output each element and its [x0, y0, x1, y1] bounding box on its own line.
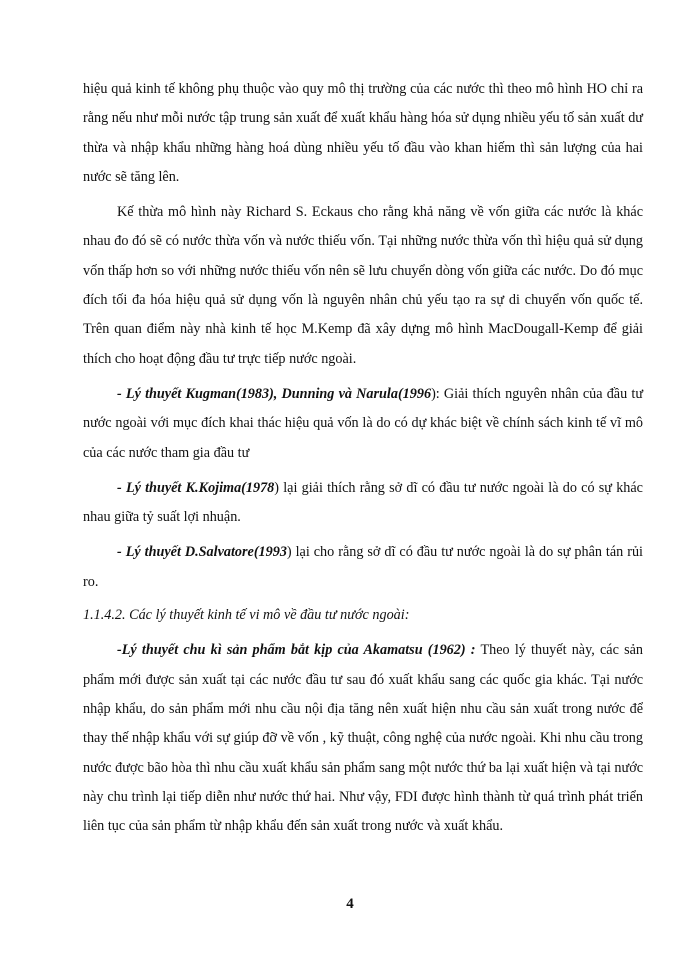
paragraph-salvatore — [83, 538, 643, 597]
theory-lead: - Lý thuyết D.Salvatore(1993 — [117, 544, 287, 561]
page-number: 4 — [346, 896, 354, 912]
paragraph-kugman-dunning — [83, 380, 643, 468]
paragraph-text: Kế thừa mô hình này Richard S. Eckaus cho rằng khả năng về vốn giữa các nước là khác nhau đo đó sẽ có nước thừa vốn và nước thiếu vốn. Tại những nước thừa vốn thì hiệu quả sử dụng vốn thấp hơn so với những nước thiếu vốn nên sẽ lưu chuyển dòng vốn giữa các nước. Do đó mục đích tối đa hóa hiệu quả sử dụng vốn là nguyên nhân chủ yếu tạo ra sự di chuyển vốn quốc tế. Trên quan điểm này nhà kinh tế học M.Kemp đã xây dựng mô hình MacDougall-Kemp để giải thích cho hoạt động đầu tư trực tiếp nước ngoài. — [83, 204, 643, 367]
body-text — [83, 75, 643, 841]
paragraph-text: ) lại giải thích rằng sở dĩ có đầu tư nước ngoài là do có sự khác nhau giữa tỷ suất lợi nhuận. — [83, 479, 643, 526]
section-heading: 1.1.4.2. Các lý thuyết kinh tế vi mô về đầu tư nước ngoài: — [83, 607, 410, 624]
paragraph-kojima — [83, 474, 643, 533]
theory-lead: -Lý thuyết chu kì sản phẩm bắt kịp của Akamatsu (1962) : — [117, 642, 476, 659]
theory-lead: - Lý thuyết Kugman(1983), Dunning và Narula(1996 — [117, 385, 432, 402]
paragraph-akamatsu — [83, 636, 643, 841]
theory-lead: - Lý thuyết K.Kojima(1978 — [117, 479, 275, 496]
paragraph-text: ) lại cho rằng sở dĩ có đầu tư nước ngoài là do sự phân tán rủi ro. — [83, 544, 643, 590]
paragraph-text: Theo lý thuyết này, các sản phẩm mới được sản xuất tại các nước đầu tư sau đó xuất khẩu sang các quốc gia khác. Tại nước nhập khẩu, do sản phẩm mới nhu cầu nội địa tăng nên xuất hiện nhu cầu sản xuất trong nước để thay thế nhập khẩu với sự giúp đỡ về vốn , kỹ thuật, công nghệ của nước ngoài. Khi nhu cầu trong nước được bão hòa thì nhu cầu xuất khẩu sản phẩm sang một nước thứ ba lại xuất hiện và tại nước này chu trình lại tiếp diễn như nước thứ hai. Như vậy, FDI được hình thành từ quá trình phát triển liên tục của sản phẩm từ nhập khẩu đến sản xuất trong nước và xuất khẩu. — [83, 642, 644, 835]
paragraph-text: hiệu quả kinh tế không phụ thuộc vào quy mô thị trường của các nước thì theo mô hình HO chỉ ra rằng nếu như mỗi nước tập trung sản xuất để xuất khẩu hàng hóa sử dụng nhiều yếu tố sản xuất dư thừa và nhập khẩu những hàng hoá dùng nhiều yếu tố đầu vào khan hiếm thì sản lượng của hai nước sẽ tăng lên. — [83, 81, 643, 185]
paragraph-eckaus — [83, 198, 643, 374]
paragraph-text: ): Giải thích nguyên nhân của đầu tư nước ngoài với mục đích khai thác hiệu quả vốn là do có dự khác biệt về chính sách kinh tế vĩ mô của các nước tham gia đầu tư — [83, 385, 644, 461]
paragraph-ho-model — [83, 75, 643, 192]
